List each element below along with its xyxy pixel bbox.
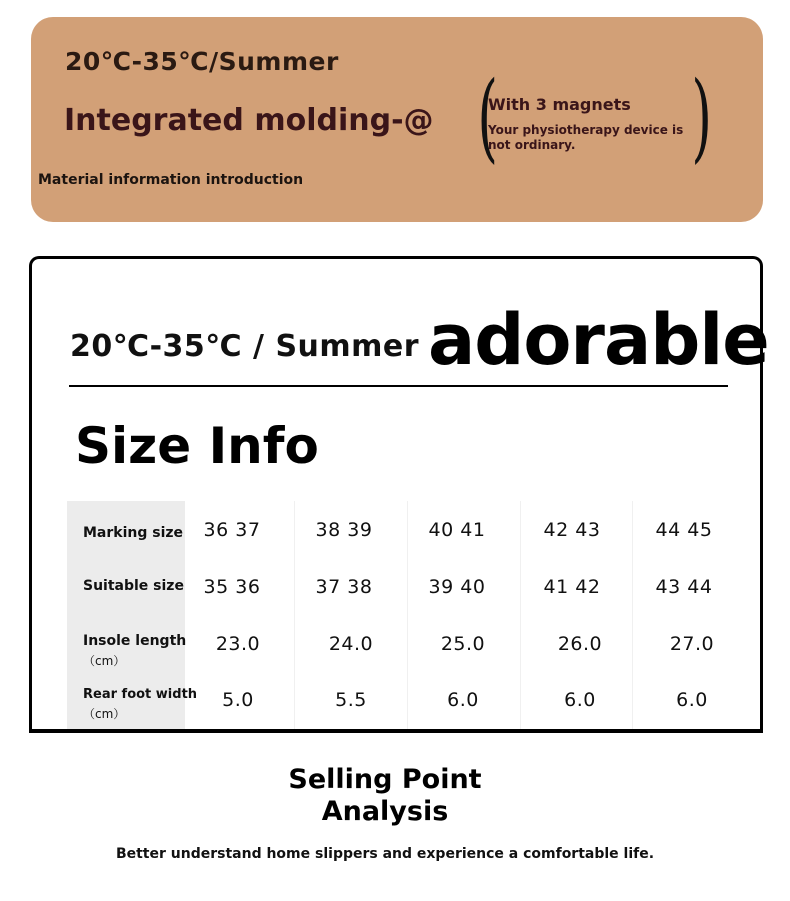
row-label-text: Suitable size xyxy=(83,578,184,594)
table-cell: 39 40 xyxy=(428,576,486,598)
row-label-suitable-size xyxy=(83,578,184,594)
table-cell: 23.0 xyxy=(215,633,261,655)
magnets-description: Your physiotherapy device is not ordinary. xyxy=(488,123,684,152)
table-cell: 35 36 xyxy=(203,576,261,598)
table-cell: 41 42 xyxy=(543,576,601,598)
right-parenthesis-decoration: ) xyxy=(691,61,713,173)
selling-point-subtitle: Better understand home slippers and experience a comfortable life. xyxy=(115,846,655,862)
table-cell: 6.0 xyxy=(564,689,596,711)
size-info-title: Size Info xyxy=(75,417,319,475)
row-label-text: Marking size xyxy=(83,525,184,541)
table-cell: 40 41 xyxy=(428,519,486,541)
table-cell: 42 43 xyxy=(543,519,601,541)
banner-temperature: 20℃-35℃/Summer xyxy=(65,47,339,76)
row-label-rear-foot-width xyxy=(83,687,197,722)
row-label-text: Insole length xyxy=(83,633,187,649)
table-cell: 38 39 xyxy=(315,519,373,541)
table-cell: 6.0 xyxy=(676,689,708,711)
table-cell: 6.0 xyxy=(447,689,479,711)
table-cell: 27.0 xyxy=(669,633,715,655)
banner-material-label: Material information introduction xyxy=(38,172,304,188)
row-label-text: Rear foot width xyxy=(83,687,198,702)
table-cell: 5.5 xyxy=(335,689,367,711)
row-label-insole-length xyxy=(83,633,186,669)
header-divider xyxy=(69,385,728,387)
brand-logo: adorable xyxy=(428,299,769,381)
table-cell: 43 44 xyxy=(655,576,713,598)
row-label-unit: （cm） xyxy=(83,654,126,668)
row-label-marking-size xyxy=(83,525,183,541)
selling-point-title-line2: Analysis xyxy=(321,796,449,827)
card-temperature: 20℃-35℃ / Summer xyxy=(70,329,420,364)
table-cell: 25.0 xyxy=(440,633,486,655)
banner-headline: Integrated molding-@ xyxy=(64,103,434,138)
table-cell: 26.0 xyxy=(557,633,603,655)
magnets-title: With 3 magnets xyxy=(488,95,631,114)
size-info-card xyxy=(29,256,769,733)
selling-point-title-line1: Selling Point xyxy=(288,764,482,795)
table-cell: 5.0 xyxy=(222,689,254,711)
table-cell: 44 45 xyxy=(655,519,713,541)
table-cell: 36 37 xyxy=(203,519,261,541)
table-cell: 24.0 xyxy=(328,633,374,655)
top-banner xyxy=(31,17,763,222)
table-cell: 37 38 xyxy=(315,576,373,598)
selling-point-title xyxy=(0,764,770,828)
left-parenthesis-decoration: ( xyxy=(477,61,499,173)
row-label-unit: （cm） xyxy=(83,707,126,721)
